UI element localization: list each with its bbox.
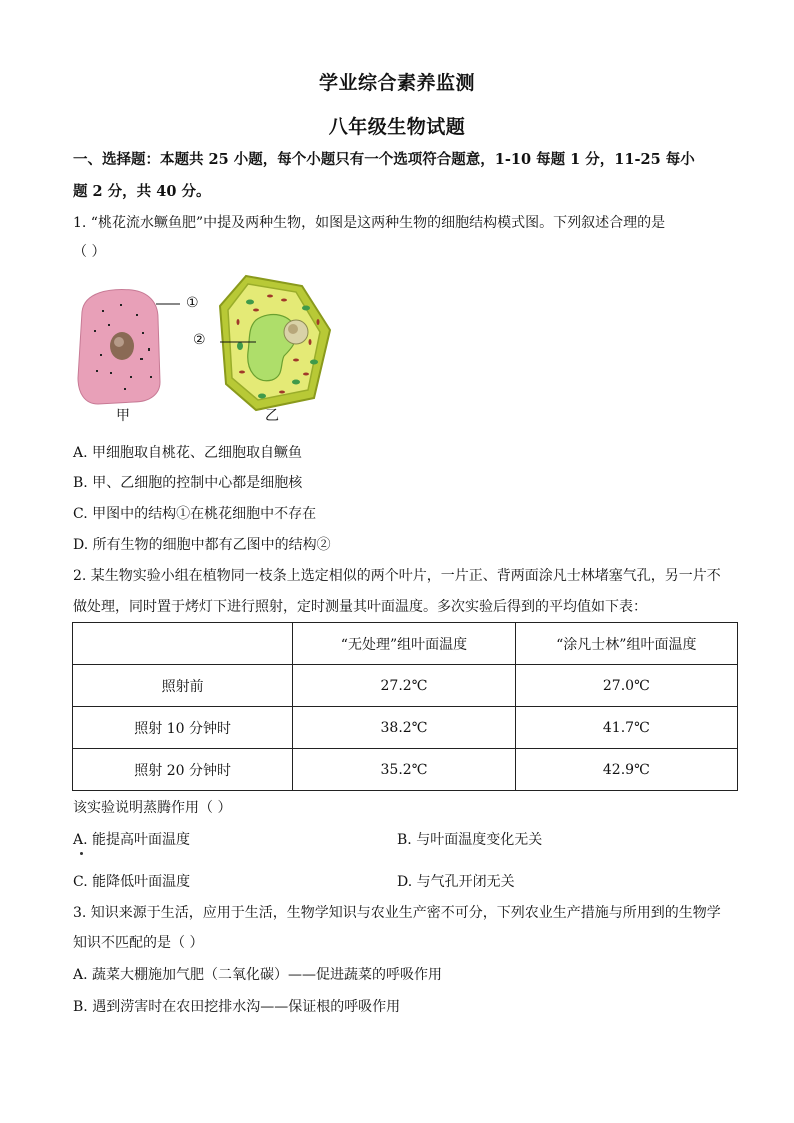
table-header-cell: “无处理”组叶面温度: [293, 623, 515, 665]
table-cell: 38.2℃: [293, 707, 515, 749]
stray-dot: [80, 852, 83, 855]
figure-label-jia: 甲: [116, 408, 130, 424]
q1-option-b: B. 甲、乙细胞的控制中心都是细胞核: [73, 475, 303, 491]
exam-title: 学业综合素养监测: [318, 72, 475, 94]
table-cell: 35.2℃: [293, 749, 515, 791]
q2-option-d: D. 与气孔开闭无关: [397, 874, 515, 890]
animal-cell: [78, 290, 180, 404]
q1-stem-line2: （ ）: [73, 244, 106, 260]
q2-option-b: B. 与叶面温度变化无关: [397, 832, 543, 848]
q3-stem-line1: 3. 知识来源于生活，应用于生活，生物学知识与农业生产密不可分，下列农业生产措施与所用到的生物学: [73, 905, 721, 921]
q2-stem-line1: 2. 某生物实验小组在植物同一枝条上选定相似的两个叶片，一片正、背两面涂凡士林堵塞气孔，另一片不: [73, 568, 721, 584]
table-header-cell: “涂凡士林”组叶面温度: [515, 623, 737, 665]
table-header-cell: [73, 623, 293, 665]
table-cell: 照射前: [73, 665, 293, 707]
cell-structure-figure: [70, 272, 370, 432]
section-instructions-line2: 题 2 分，共 40 分。: [73, 183, 211, 200]
marker-1: ①: [186, 295, 199, 311]
exam-subtitle: 八年级生物试题: [328, 116, 466, 138]
marker-2: ②: [193, 332, 206, 348]
table-header-row: [73, 623, 738, 665]
plant-cell: [220, 276, 330, 410]
q1-stem-line1: 1. “桃花流水鳜鱼肥”中提及两种生物，如图是这两种生物的细胞结构模式图。下列叙述合理的是: [73, 215, 666, 231]
temperature-table: [72, 622, 738, 791]
q1-option-d: D. 所有生物的细胞中都有乙图中的结构②: [73, 537, 331, 553]
figure-label-yi: 乙: [265, 408, 279, 424]
table-row: [73, 707, 738, 749]
table-row: [73, 749, 738, 791]
q1-option-a: A. 甲细胞取自桃花、乙细胞取自鳜鱼: [73, 445, 303, 461]
table-cell: 42.9℃: [515, 749, 737, 791]
q3-option-a: A. 蔬菜大棚施加气肥（二氧化碳）——促进蔬菜的呼吸作用: [73, 967, 443, 983]
table-cell: 41.7℃: [515, 707, 737, 749]
table-row: [73, 665, 738, 707]
q3-option-b: B. 遇到涝害时在农田挖排水沟——保证根的呼吸作用: [73, 999, 401, 1015]
section-instructions-line1: 一、选择题：本题共 25 小题，每个小题只有一个选项符合题意，1-10 每题 1 分，11-25 每小: [73, 151, 695, 168]
q2-question: 该实验说明蒸腾作用（ ）: [73, 800, 232, 816]
q2-stem-line2: 做处理，同时置于烤灯下进行照射，定时测量其叶面温度。多次实验后得到的平均值如下表：: [73, 599, 647, 615]
table-cell: 照射 20 分钟时: [73, 749, 293, 791]
q1-option-c: C. 甲图中的结构①在桃花细胞中不存在: [73, 506, 317, 522]
table-cell: 27.0℃: [515, 665, 737, 707]
q2-option-a: A. 能提高叶面温度: [73, 832, 191, 848]
table-cell: 照射 10 分钟时: [73, 707, 293, 749]
q2-option-c: C. 能降低叶面温度: [73, 874, 191, 890]
q3-stem-line2: 知识不匹配的是（ ）: [73, 935, 204, 951]
table-cell: 27.2℃: [293, 665, 515, 707]
